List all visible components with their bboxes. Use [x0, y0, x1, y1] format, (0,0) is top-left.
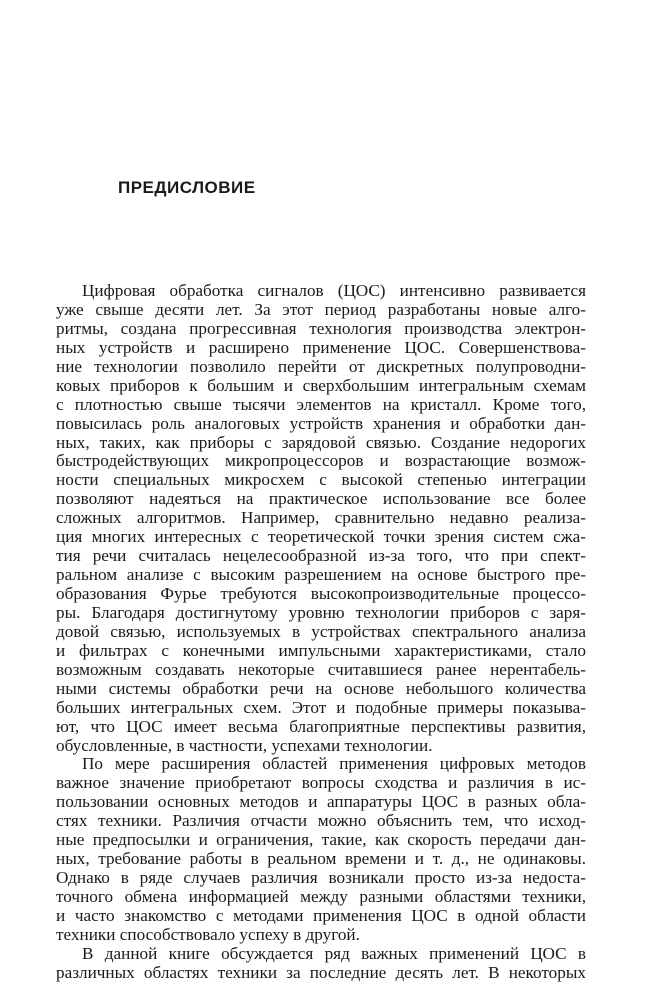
text-line: ют, что ЦОС имеет весьма благоприятные перспективы развития, — [56, 716, 586, 736]
text-line: с плотностью свыше тысячи элементов на кристалл. Кроме того, — [56, 394, 586, 414]
text-line: важное значение приобретают вопросы сходства и различия в ис- — [56, 773, 586, 793]
text-line: ных, таких, как приборы с зарядовой связью. Создание недорогих — [56, 432, 586, 452]
text-line: ных, требование работы в реальном времени и т. д., не одинаковы. — [56, 849, 586, 869]
text-line: ковых приборов к большим и сверхбольшим интегральным схемам — [56, 375, 586, 395]
text-line: тия речи считалась нецелесообразной из-за того, что при спект- — [56, 546, 586, 566]
text-line: и часто знакомство с методами применения ЦОС в одной области — [56, 905, 586, 925]
text-line: ные предпосылки и ограничения, такие, как скорость передачи дан- — [56, 830, 586, 850]
text-line: Однако в ряде случаев различия возникали просто из-за недоста- — [56, 868, 586, 888]
text-line: стях техники. Различия отчасти можно объяснить тем, что исход- — [56, 811, 586, 831]
text-line: возможным создавать некоторые считавшиеся ранее нерентабель- — [56, 659, 586, 679]
text-line: техники способствовало успеху в другой. — [56, 924, 360, 944]
text-line: точного обмена информацией между разными областями техники, — [56, 887, 586, 906]
text-line: уже свыше десяти лет. За этот период разработаны новые алго- — [56, 299, 586, 319]
text-line: ных устройств и расширено применение ЦОС. Совершенствова- — [56, 337, 586, 357]
text-line: сложных алгоритмов. Например, сравнительно недавно реализа- — [56, 508, 586, 528]
text-line: образования Фурье требуются высокопроизводительные процессо- — [56, 584, 586, 603]
text-line: пользовании основных методов и аппаратуры ЦОС в разных обла- — [56, 792, 586, 812]
text-line: В данной книге обсуждается ряд важных применений ЦОС в — [82, 943, 586, 963]
text-line: ритмы, создана прогрессивная технология производства электрон- — [56, 318, 586, 338]
text-line: ральном анализе с высоким разрешением на основе быстрого пре- — [56, 565, 586, 585]
text-line: обусловленные, в частности, успехами технологии. — [56, 735, 433, 755]
text-line: больших интегральных схем. Этот и подобные примеры показыва- — [56, 697, 586, 717]
text-line: ция многих интересных с теоретической точки зрения систем сжа- — [56, 527, 586, 547]
text-line: По мере расширения областей применения цифровых методов — [82, 754, 586, 774]
text-line: Цифровая обработка сигналов (ЦОС) интенсивно развивается — [82, 281, 586, 300]
text-line: позволяют надеяться на практическое использование все более — [56, 489, 586, 509]
text-line: различных областях техники за последние десять лет. В некоторых — [56, 962, 586, 982]
text-line: ности специальных микросхем с высокой степенью интеграции — [56, 470, 586, 490]
text-line: ние технологии позволило перейти от дискретных полупроводни- — [56, 356, 586, 376]
text-line: ры. Благодаря достигнутому уровню технологии приборов с заря- — [56, 602, 586, 622]
body-text — [56, 282, 586, 983]
text-line: быстродействующих микропроцессоров и возрастающие возмож- — [56, 451, 586, 471]
text-line: и фильтрах с конечными импульсными характеристиками, стало — [56, 640, 586, 660]
text-line: повысилась роль аналоговых устройств хранения и обработки дан- — [56, 413, 586, 433]
text-line: ными системы обработки речи на основе небольшого количества — [56, 678, 586, 698]
page-title: ПРЕДИСЛОВИЕ — [118, 178, 256, 197]
text-line: довой связью, используемых в устройствах спектрального анализа — [56, 621, 586, 641]
